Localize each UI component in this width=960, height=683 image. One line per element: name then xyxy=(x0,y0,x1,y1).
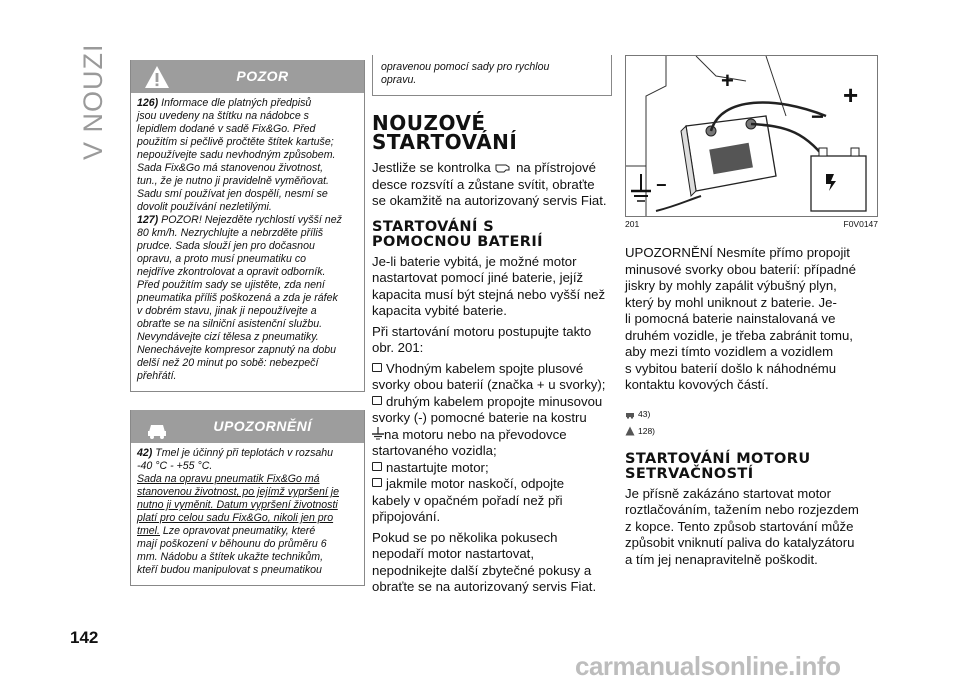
column-left xyxy=(130,60,365,586)
bullet-icon xyxy=(372,462,382,471)
pozor-line xyxy=(137,318,358,331)
text-line: s vybitou baterií došlo k náhodnému xyxy=(625,360,837,376)
upozorneni-header xyxy=(131,410,364,443)
pozor-line xyxy=(137,227,358,240)
note-number: 126) xyxy=(137,97,159,109)
text-line: Pokud se po několika pokusech xyxy=(372,529,558,545)
column-right xyxy=(625,55,878,572)
text-line: Je přísně zakázáno startovat motor xyxy=(625,485,831,501)
note-text: mm. Nádobu a štítek ukažte technikům, xyxy=(137,551,324,563)
note-text: platí pro celou sadu Fix&Go, nikoli jen pro xyxy=(137,512,334,524)
note-text: Sadu smí používat jen dospělí, nesmí se xyxy=(137,188,328,200)
note-continuation xyxy=(372,55,612,96)
pozor-line xyxy=(137,331,358,344)
note-text: mají poškození v běhounu do průměru 6 xyxy=(137,538,327,550)
note-text: Nevyndávejte cizí tělesa z pneumatiky. xyxy=(137,331,319,343)
pozor-line xyxy=(137,253,358,266)
pozor-line xyxy=(137,357,358,370)
svg-text:−: − xyxy=(811,104,824,129)
note-text: tun., že je nutno ji pravidelně vyměňovat. xyxy=(137,175,329,187)
pozor-line xyxy=(137,370,358,383)
pozor-title: POZOR xyxy=(236,68,289,84)
paragraph-caution-minus-terminals xyxy=(625,245,878,394)
upozorneni-line xyxy=(137,525,358,538)
upozorneni-line xyxy=(137,473,358,486)
note-text: jsou uvedeny na štítku na nádobce s xyxy=(137,110,309,122)
note-text: Sada na opravu pneumatik Fix&Go má xyxy=(137,473,320,485)
pozor-line xyxy=(137,175,358,188)
column-middle xyxy=(372,55,612,600)
paragraph-push-start-forbidden xyxy=(625,486,878,569)
text-line: minusové svorky obou baterií: případné xyxy=(625,261,856,277)
bullet-connect-minus: druhým kabelem propojte minusovou svorky (-) pomocné baterie na kostru na motoru nebo na převodovce startovaného vozidla; xyxy=(372,393,603,458)
text-line: obr. 201: xyxy=(372,340,424,355)
section-side-title: V NOUZI xyxy=(78,43,108,160)
note-text: nutno ji vyměnit. Datum vypršení životnosti xyxy=(137,499,338,511)
pozor-line xyxy=(137,123,358,136)
text-line: li pomocná baterie nainstalovaná ve xyxy=(625,311,836,326)
bullet-icon xyxy=(372,363,382,372)
pozor-line xyxy=(137,149,358,162)
pozor-line xyxy=(137,292,358,305)
reference-43: 43) xyxy=(625,406,878,423)
note-text: Informace dle platných předpisů xyxy=(158,97,312,109)
pozor-body xyxy=(131,93,364,391)
battery-illustration xyxy=(626,56,877,216)
note-text: Nenechávejte kompresor zapnutý na dobu xyxy=(137,344,337,356)
note-text: Sada Fix&Go má stanovenou životnost, xyxy=(137,162,324,174)
upozorneni-box xyxy=(130,410,365,586)
upozorneni-line xyxy=(137,447,358,460)
note-text: stanovenou životnost, po jejímž vypršení je xyxy=(137,486,339,498)
note-text: pneumatika příliš poškozená a zda je ráfek xyxy=(137,292,338,304)
reference-list xyxy=(625,406,878,440)
text-line: aby mezi tímto vozidlem a vozidlem xyxy=(625,344,834,359)
note-number: 127) xyxy=(137,214,159,226)
pozor-box xyxy=(130,60,365,392)
upozorneni-title: UPOZORNĚNÍ xyxy=(213,418,312,434)
note-text-underlined: tmel. xyxy=(137,525,160,537)
upozorneni-line xyxy=(137,512,358,525)
pozor-line xyxy=(137,214,358,227)
note-text: nejdříve zkontrolovat a opravit odborník. xyxy=(137,266,326,278)
note-text: použitím si pečlivě pročtěte štítek kartuše; xyxy=(137,136,334,148)
pozor-line xyxy=(137,266,358,279)
upozorneni-line xyxy=(137,499,358,512)
note-text: dovolit používání nezletilými. xyxy=(137,201,272,213)
text-line: Je-li baterie vybitá, je možné motor xyxy=(372,253,577,269)
note-text: Lze opravovat pneumatiky, které xyxy=(159,525,316,537)
bullet-start-engine: nastartujte motor; xyxy=(372,460,612,477)
svg-text:+: + xyxy=(721,68,734,93)
figure-caption xyxy=(625,219,878,229)
text-line: kapacita musí být stejná nebo vyšší než xyxy=(372,286,606,302)
text-line: opravenou pomocí sady pro rychlou xyxy=(381,61,550,73)
upozorneni-line xyxy=(137,460,358,473)
car-damage-icon xyxy=(625,409,635,419)
text-line: nepodaří motor nastartovat, xyxy=(372,546,535,561)
bullet-icon xyxy=(372,478,382,487)
note-text: kteří budou manipulovat s pneumatikou xyxy=(137,564,322,576)
note-text: v dobrém stavu, jinak ji nepoužívejte a xyxy=(137,305,317,317)
upozorneni-line xyxy=(137,551,358,564)
figure-number: 201 xyxy=(625,219,640,229)
text-line: kapacita vybité baterie. xyxy=(372,303,507,318)
text-line: který by mohl uniknout z baterie. Je- xyxy=(625,294,837,310)
note-text: 80 km/h. Nezrychlujte a nebrzděte příliš xyxy=(137,227,324,239)
svg-text:−: − xyxy=(656,175,667,195)
note-text: delší než 20 minut po sobě: nebezpečí xyxy=(137,357,319,369)
page-number: 142 xyxy=(70,628,99,647)
paragraph-procedure-intro xyxy=(372,324,612,357)
note-text: Tmel je účinný při teplotách v rozsahu xyxy=(152,447,334,459)
pozor-line xyxy=(137,305,358,318)
pozor-line xyxy=(137,97,358,110)
watermark: carmanualsonline.info xyxy=(575,651,841,681)
pozor-line xyxy=(137,240,358,253)
text-line: opravu. xyxy=(381,74,417,86)
upozorneni-line xyxy=(137,538,358,551)
pozor-line xyxy=(137,188,358,201)
note-text: lepidlem dodané v sadě Fix&Go. Před xyxy=(137,123,316,135)
text-line: jiskry by mohly zapálit výbušný plyn, xyxy=(625,278,837,293)
note-text: opravu, a proto musí pneumatiku co xyxy=(137,253,307,265)
heading-nouzove-startovani: NOUZOVÉ STARTOVÁNÍ xyxy=(372,111,518,154)
text-line: způsobit vniknutí paliva do katalyzátoru xyxy=(625,535,855,550)
text-line: obraťte se na autorizovaný servis Fiat. xyxy=(372,579,597,594)
pozor-header xyxy=(131,60,364,93)
text-line: druhém vozidle, je třeba zabránit tomu, xyxy=(625,327,853,343)
text-line: z kopce. Tento způsob startování může xyxy=(625,518,854,534)
pozor-line xyxy=(137,279,358,292)
text-line: UPOZORNĚNÍ Nesmíte přímo propojit xyxy=(625,245,850,260)
pozor-line xyxy=(137,162,358,175)
paragraph-dead-battery xyxy=(372,254,612,320)
pozor-line xyxy=(137,344,358,357)
text-line: nepodnikejte další zbytečné pokusy a xyxy=(372,562,592,578)
engine-warning-icon xyxy=(494,162,512,173)
bullet-icon xyxy=(372,396,382,405)
note-text: nepoužívejte sadu nevhodným způsobem. xyxy=(137,149,336,161)
pozor-line xyxy=(137,201,358,214)
bullet-connect-plus: Vhodným kabelem spojte plusové svorky obou baterií (značka + u svorky); xyxy=(372,360,606,392)
text-line: Při startování motoru postupujte takto xyxy=(372,323,592,339)
upozorneni-line xyxy=(137,564,358,577)
note-text: obraťte se na silniční asistenční službu. xyxy=(137,318,323,330)
upozorneni-body xyxy=(131,443,364,585)
pozor-line xyxy=(137,110,358,123)
svg-text:+: + xyxy=(843,80,859,110)
upozorneni-line xyxy=(137,486,358,499)
note-text: prudce. Sada slouží jen pro dočasnou xyxy=(137,240,315,252)
text-line: roztlačováním, tažením nebo rozjezdem xyxy=(625,502,859,517)
pozor-line xyxy=(137,136,358,149)
note-text: -40 °C - +55 °C. xyxy=(137,460,213,472)
figure-201-jump-start xyxy=(625,55,878,217)
warning-triangle-icon xyxy=(625,426,635,436)
paragraph-repeated-attempts xyxy=(372,530,612,596)
note-number: 42) xyxy=(137,447,153,459)
ground-icon xyxy=(372,427,384,440)
text-line: a tím jej nenapravitelně poškodit. xyxy=(625,551,818,567)
note-text: Před použitím sady se ujistěte, zda není xyxy=(137,279,325,291)
text-line: kontaktu kovových částí. xyxy=(625,377,769,392)
paragraph-warning-light: Jestliže se kontrolka na přístrojové desce rozsvítí a zůstane svítit, obraťte se okamžitě na autorizovaný servis Fiat. xyxy=(372,160,607,208)
heading-startovani-s-pomocnou-baterii: STARTOVÁNÍ S POMOCNOU BATERIÍ xyxy=(372,218,543,250)
reference-128: 128) xyxy=(625,423,878,440)
note-text: přehřátí. xyxy=(137,370,177,382)
note-text: POZOR! Nejezděte rychlostí vyšší než xyxy=(158,214,342,226)
text-line: nastartovat pomocí jiné baterie, jejíž xyxy=(372,270,584,285)
heading-startovani-setrvacnosti: STARTOVÁNÍ MOTORU SETRVAČNOSTÍ xyxy=(625,450,811,482)
bullet-disconnect: jakmile motor naskočí, odpojte kabely v opačném pořadí než při připojování. xyxy=(372,476,565,524)
figure-code: F0V0147 xyxy=(843,219,878,229)
